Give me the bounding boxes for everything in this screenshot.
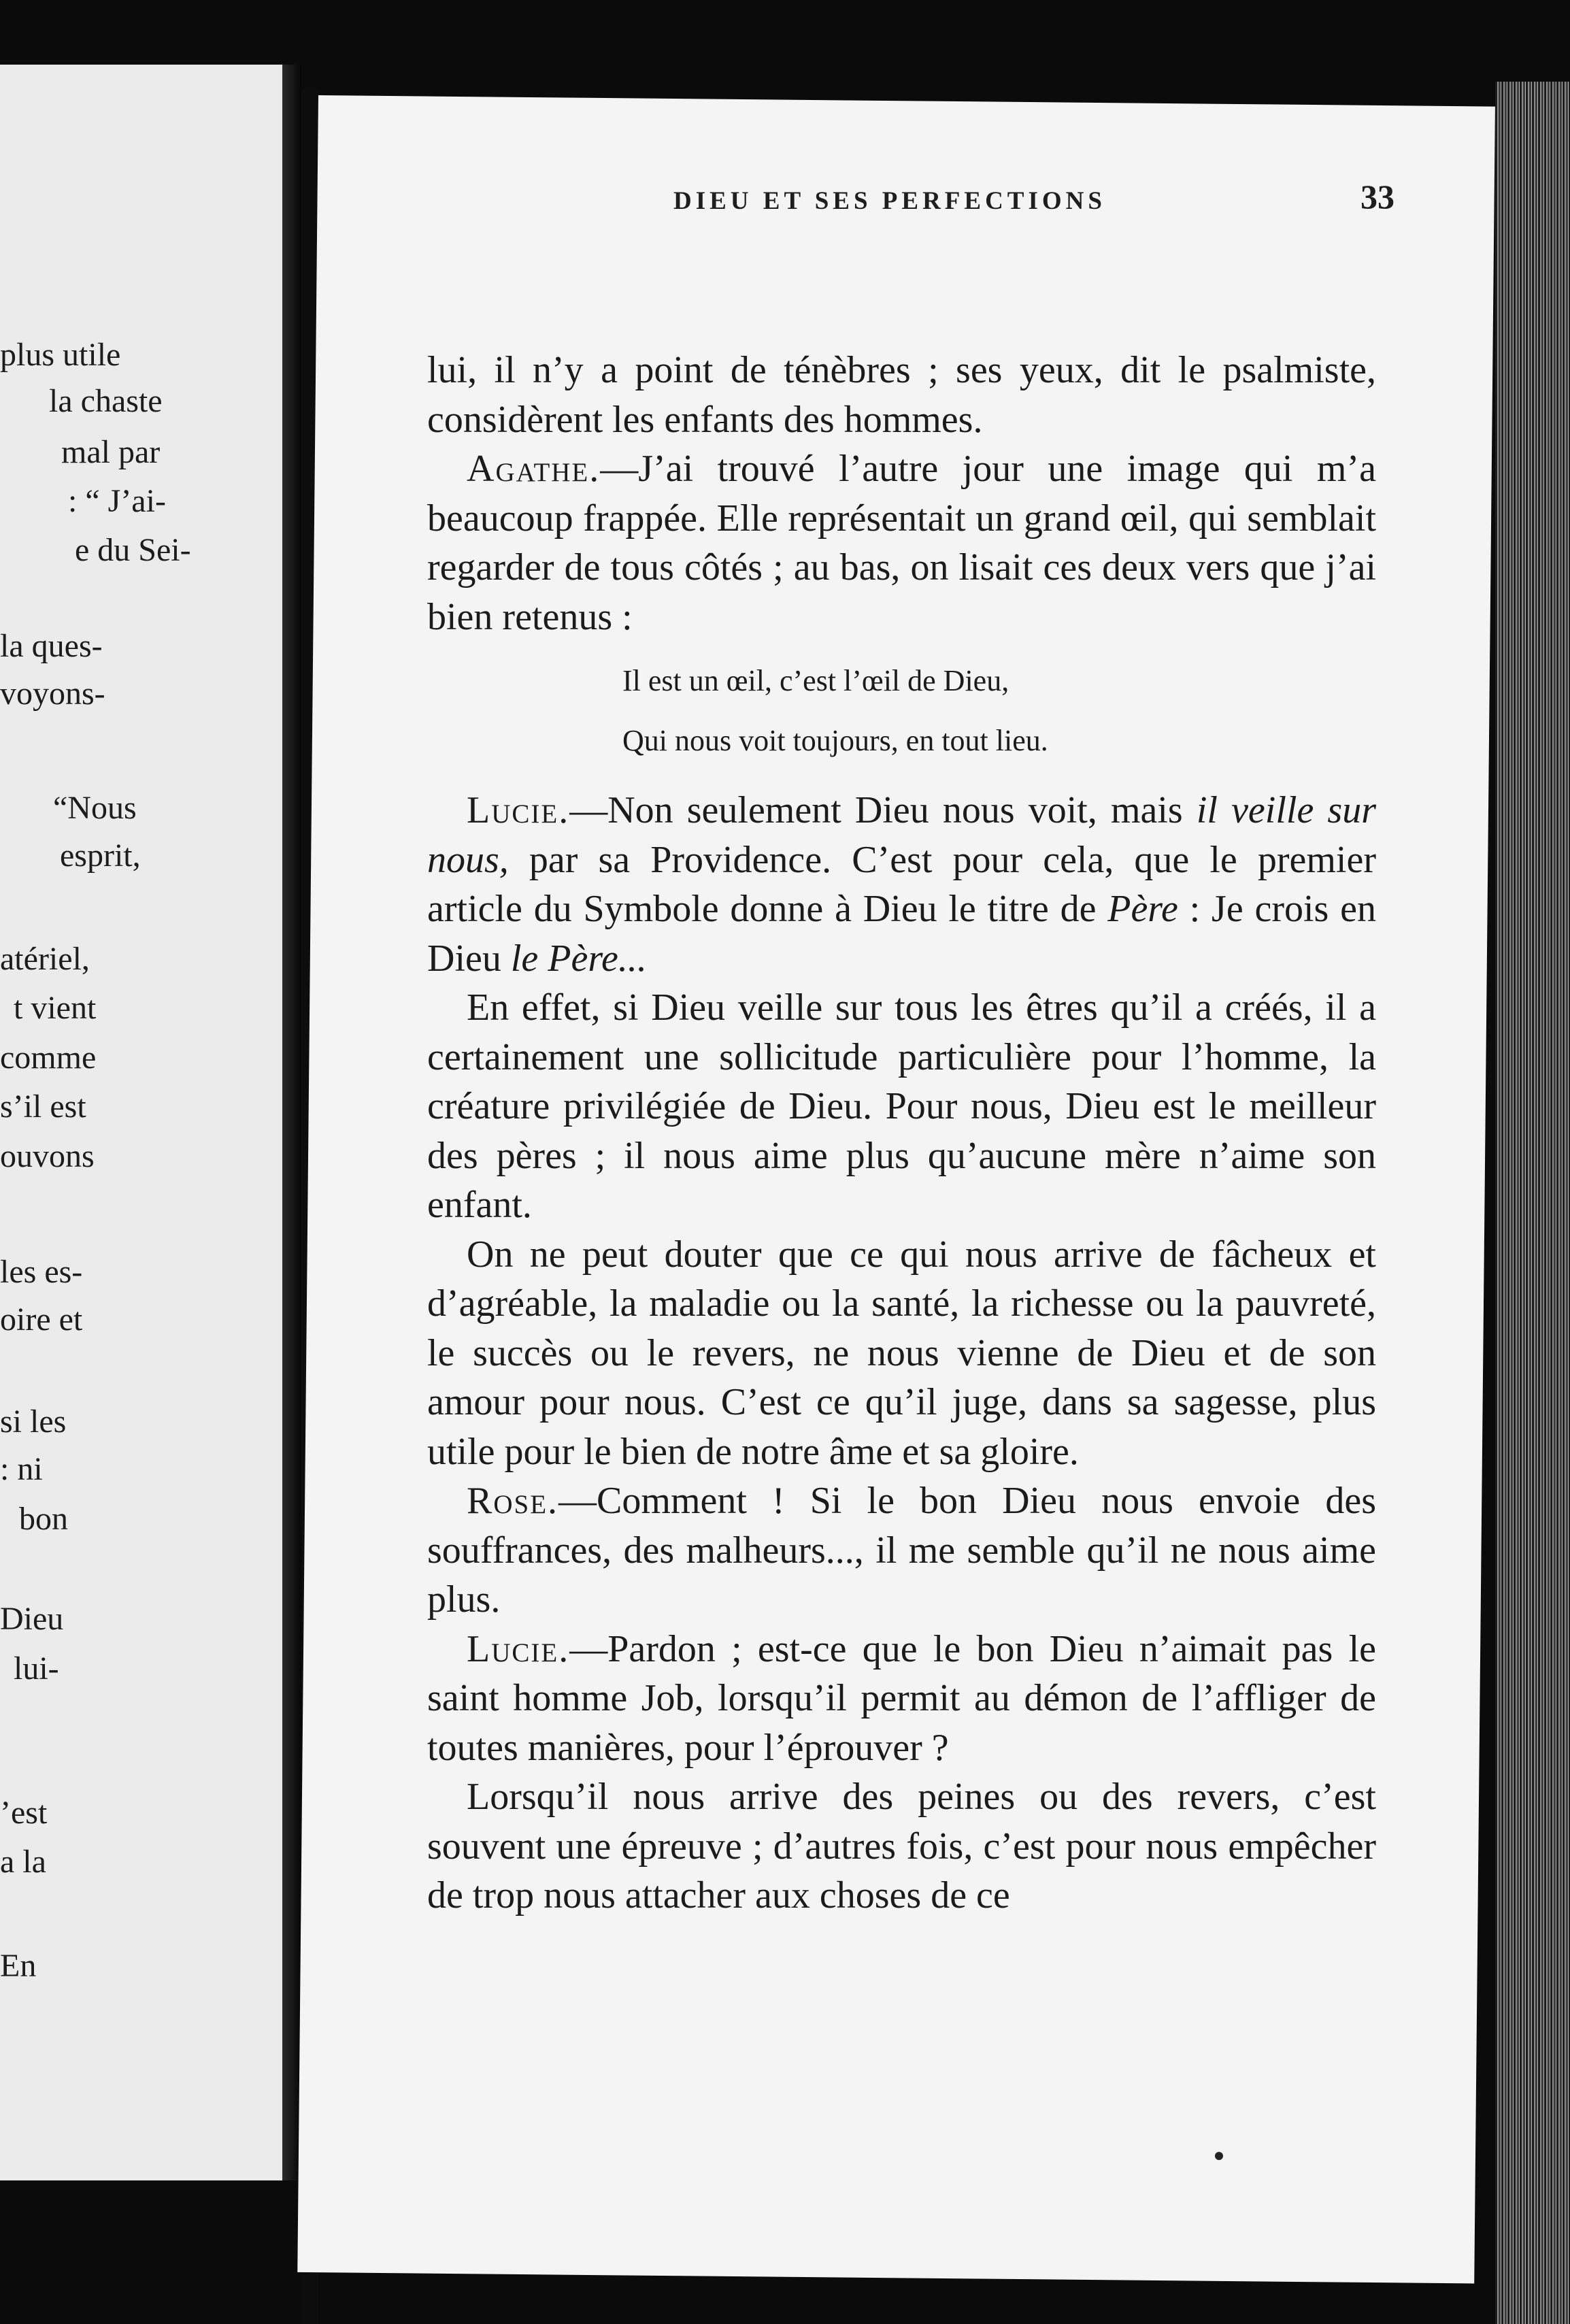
left-page-line: atériel, bbox=[0, 941, 90, 977]
left-page-line: e du Sei- bbox=[75, 532, 191, 568]
speaker-name: Rose. bbox=[467, 1480, 559, 1522]
left-page-line: lui- bbox=[14, 1650, 59, 1687]
left-page-line: : ni bbox=[0, 1451, 43, 1487]
left-page-line: t vient bbox=[14, 990, 97, 1026]
left-page-line: si les bbox=[0, 1404, 67, 1440]
emphasis: le Père... bbox=[510, 937, 647, 980]
dialogue-text: —Pardon ; est-ce que le bon Dieu n’aimait pas le saint homme Job, lorsqu’il permit au démon de l’affliger de toutes manières, pour l’éprouver ? bbox=[427, 1627, 1376, 1769]
paragraph bbox=[427, 444, 1376, 642]
left-page-line: plus utile bbox=[0, 337, 121, 373]
verse-line: Il est un œil, c’est l’œil de Dieu, bbox=[622, 664, 1009, 697]
page-edge-stack bbox=[1495, 82, 1570, 2324]
paragraph: On ne peut douter que ce qui nous arrive de fâcheux et d’agréable, la maladie ou la santé, la richesse ou la pauvreté, le succès ou le revers, ne nous vienne de Dieu et de son amour pour nous. C’est ce qu’il juge, dans sa sagesse, plus utile pour le bien de notre âme et sa gloire. bbox=[427, 1233, 1376, 1473]
left-page-edge-shadow bbox=[282, 65, 301, 2180]
left-page-line: “Nous bbox=[53, 790, 137, 826]
left-page-line: bon bbox=[19, 1501, 68, 1537]
paragraph bbox=[427, 1476, 1376, 1625]
left-page-line: la chaste bbox=[49, 383, 163, 419]
dialogue-text: —J’ai trouvé l’autre jour une image qui m’a beaucoup frappée. Elle représentait un grand œil, qui semblait regarder de tous côtés ; au bas, on lisait ces deux vers que j’ai bien retenus : bbox=[427, 448, 1376, 638]
dialogue-text: : Je crois en Dieu bbox=[427, 888, 1376, 980]
left-page-line: a la bbox=[0, 1844, 46, 1880]
running-head: DIEU ET SES PERFECTIONS bbox=[673, 187, 1106, 215]
paragraph: Lorsqu’il nous arrive des peines ou des revers, c’est souvent une épreuve ; d’autres fois, c’est pour nous empêcher de trop nous attacher aux choses de ce bbox=[427, 1776, 1376, 1916]
ink-speck bbox=[1215, 2152, 1223, 2160]
left-page-line: En bbox=[0, 1948, 37, 1984]
page-number: 33 bbox=[1360, 178, 1394, 216]
paragraph: lui, il n’y a point de ténèbres ; ses yeux, dit le psalmiste, considèrent les enfants des hommes. bbox=[427, 349, 1376, 441]
paragraph bbox=[427, 1625, 1376, 1773]
dialogue-text: par sa Providence. C’est pour cela, que le premier article du Symbole donne à Dieu le titre de bbox=[427, 838, 1376, 930]
body-text bbox=[427, 346, 1376, 1921]
left-page-line: Dieu bbox=[0, 1601, 64, 1637]
speaker-name: Lucie. bbox=[467, 789, 570, 831]
left-page-line: mal par bbox=[61, 434, 161, 470]
verse-line: Qui nous voit toujours, en tout lieu. bbox=[622, 724, 1048, 757]
left-page-line: ’est bbox=[0, 1795, 48, 1831]
verse bbox=[622, 651, 1376, 771]
left-page-line: les es- bbox=[0, 1254, 83, 1290]
left-page-line: : “ J’ai- bbox=[68, 483, 166, 519]
paragraph: En effet, si Dieu veille sur tous les êtres qu’il a créés, il a certainement une sollicitude particulière pour l’homme, la créature privilégiée de Dieu. Pour nous, Dieu est le meilleur des pères ; il nous aime plus qu’aucune mère n’aime son enfant. bbox=[427, 986, 1376, 1226]
left-page-line: la ques- bbox=[0, 628, 103, 664]
paragraph bbox=[427, 786, 1376, 983]
left-page-line: comme bbox=[0, 1040, 97, 1076]
left-page-line: voyons- bbox=[0, 676, 105, 712]
left-page-line: s’il est bbox=[0, 1089, 86, 1125]
dialogue-text: —Non seulement Dieu nous voit, mais bbox=[569, 789, 1197, 831]
emphasis: il veille sur nous, bbox=[427, 789, 1376, 881]
left-page-line: ouvons bbox=[0, 1138, 95, 1174]
speaker-name: Lucie. bbox=[467, 1627, 570, 1670]
emphasis: Père bbox=[1107, 888, 1178, 930]
speaker-name: Agathe. bbox=[467, 448, 601, 490]
left-page bbox=[0, 65, 282, 2180]
left-page-line: esprit, bbox=[60, 837, 141, 874]
page-header bbox=[361, 177, 1394, 225]
dialogue-text: —Comment ! Si le bon Dieu nous envoie des souffrances, des malheurs..., il me semble qu’il ne nous aime plus. bbox=[427, 1480, 1376, 1621]
left-page-line: oire et bbox=[0, 1301, 83, 1338]
